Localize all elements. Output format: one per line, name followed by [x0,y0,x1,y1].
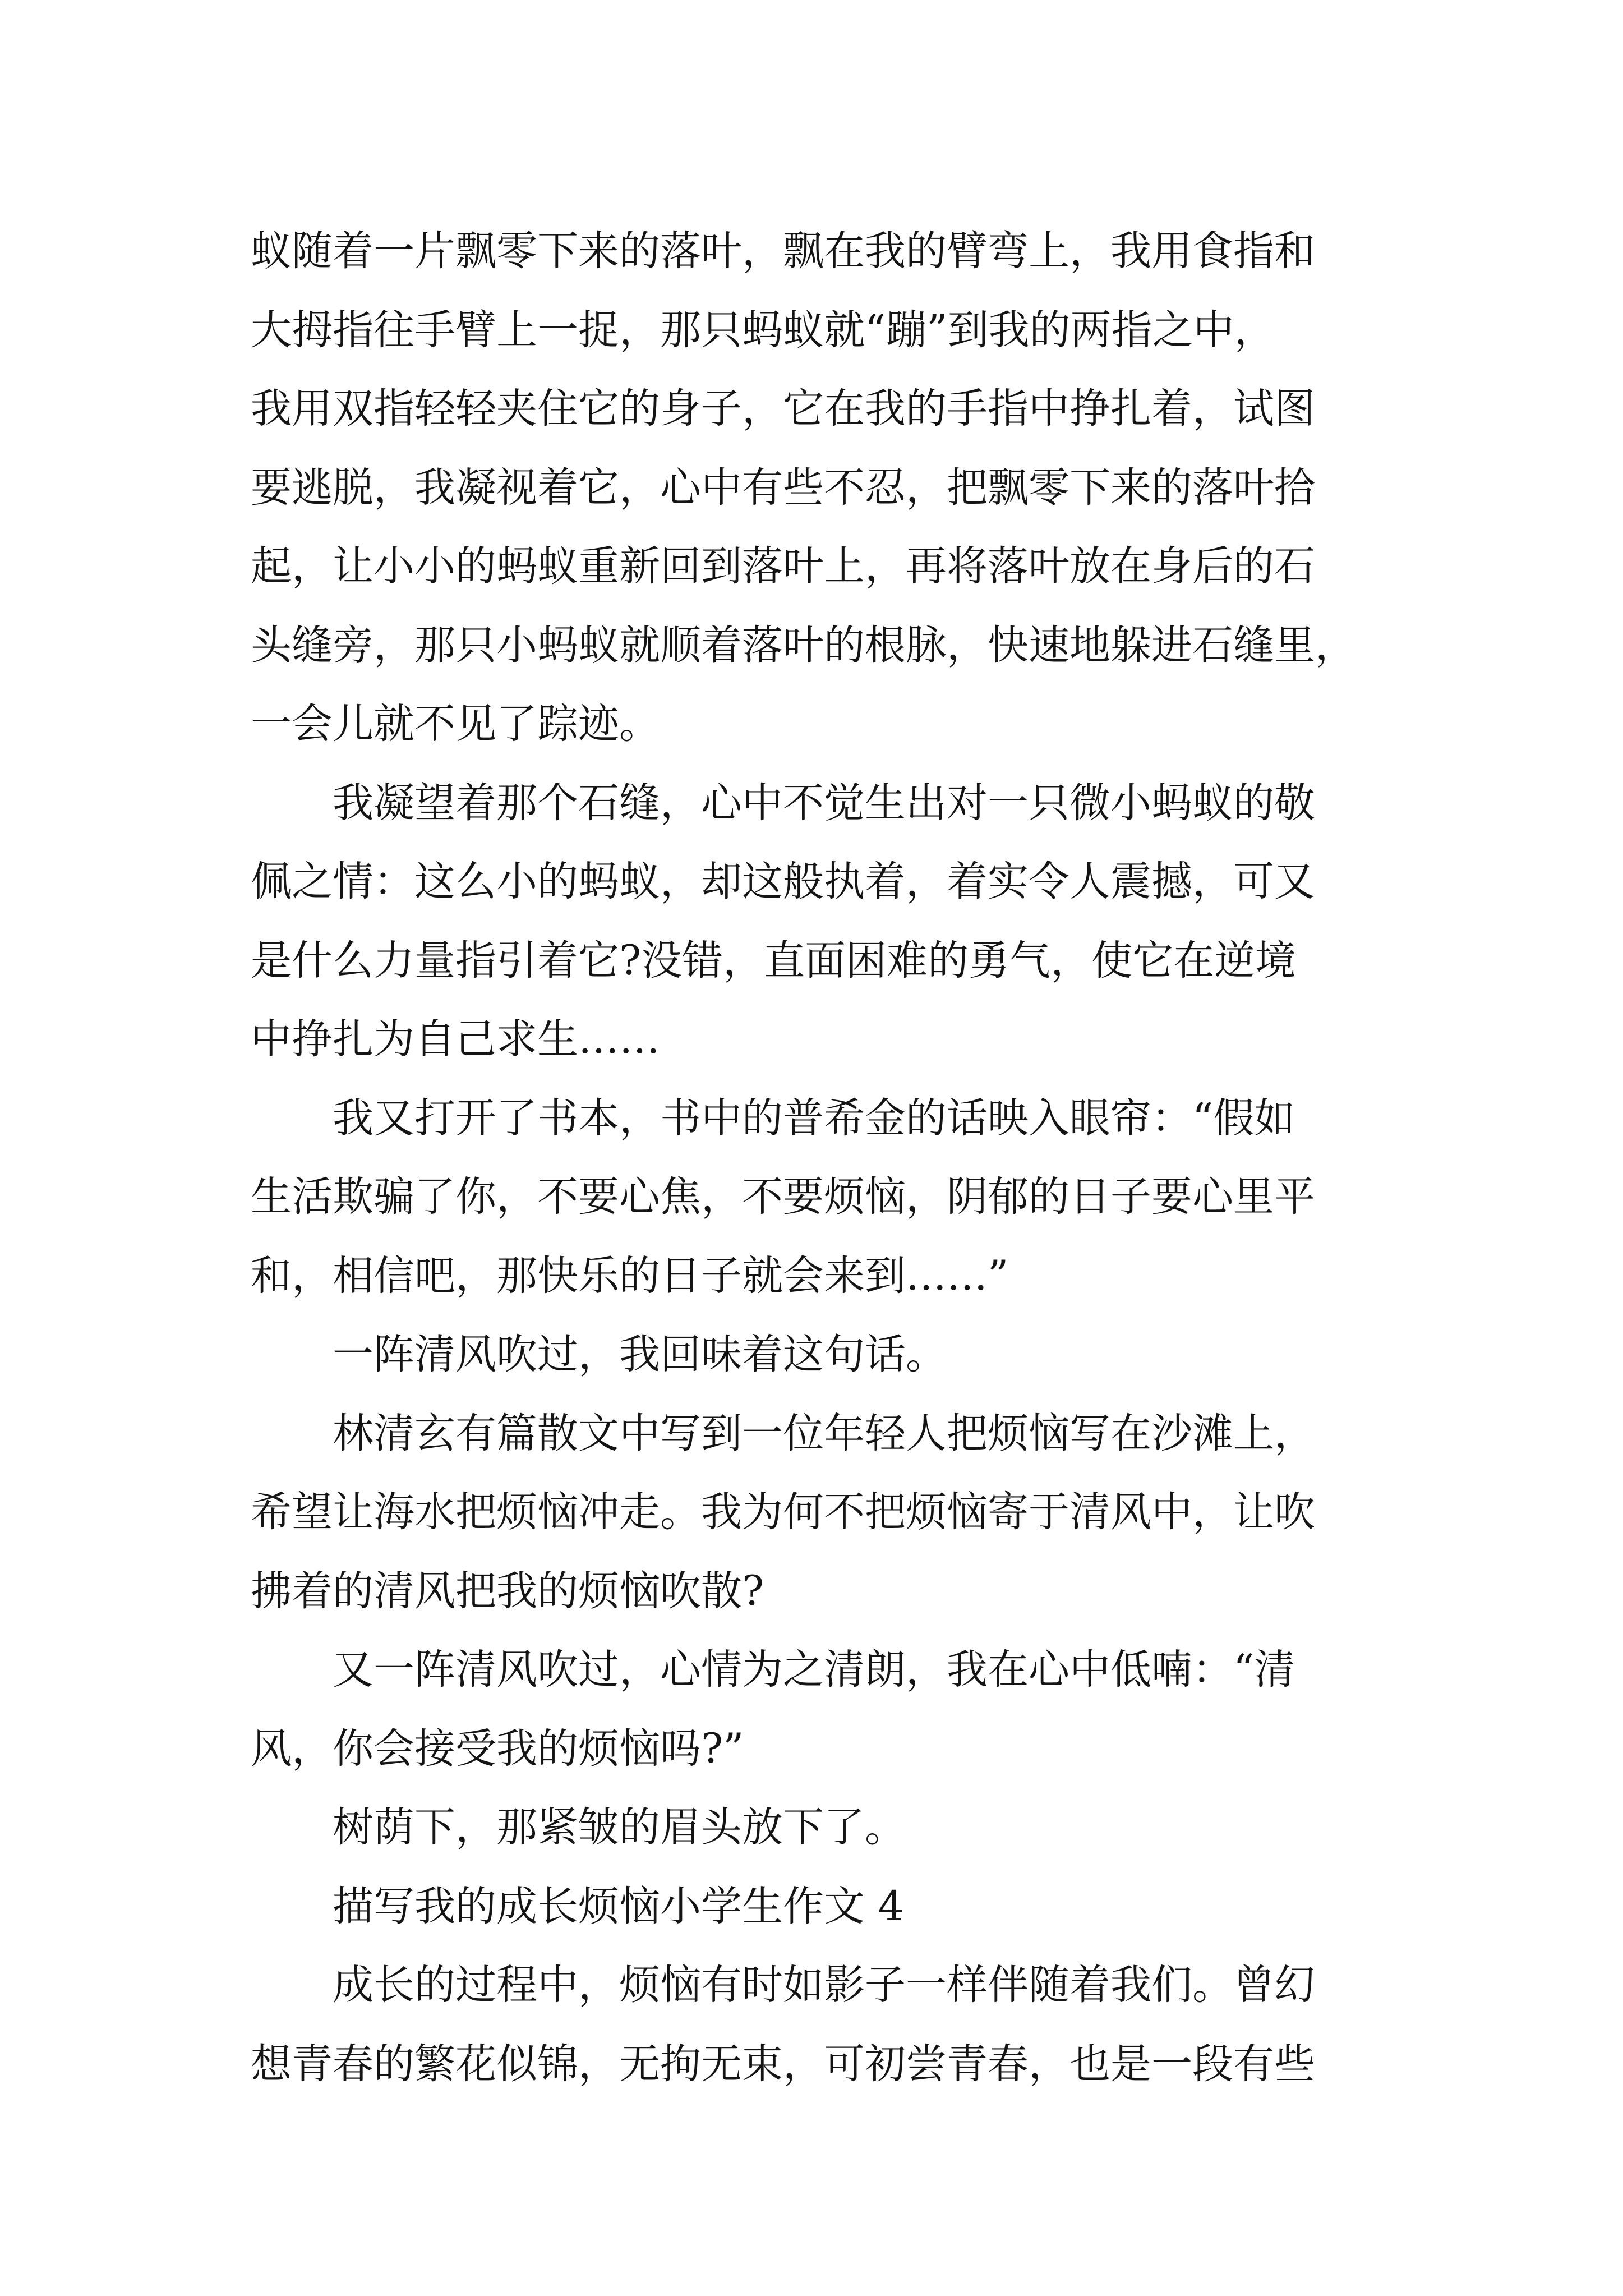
text-line: 是什么力量指引着它?没错，直面困难的勇气，使它在逆境 [251,936,1297,984]
text-line: 树荫下，那紧皱的眉头放下了。 [333,1803,906,1851]
text-line: 希望让海水把烦恼冲走。我为何不把烦恼寄于清风中，让吹 [251,1488,1315,1536]
text-line: 蚁随着一片飘零下来的落叶，飘在我的臂弯上，我用食指和 [251,227,1315,275]
text-line: 我用双指轻轻夹住它的身子，它在我的手指中挣扎着，试图 [251,385,1315,432]
text-line: 想青春的繁花似锦，无拘无束，可初尝青春，也是一段有些 [251,2040,1315,2088]
text-line: 佩之情：这么小的蚂蚁，却这般执着，着实令人震撼，可又 [251,858,1315,905]
text-line: 一阵清风吹过，我回味着这句话。 [333,1331,947,1378]
text-line: 头缝旁，那只小蚂蚁就顺着落叶的根脉，快速地躲进石缝里， [251,621,1356,669]
text-line: 风，你会接受我的烦恼吗?” [251,1724,744,1773]
text-line: 林清玄有篇散文中写到一位年轻人把烦恼写在沙滩上， [333,1409,1315,1457]
text-line: 又一阵清风吹过，心情为之清朗，我在心中低喃：“清 [333,1646,1295,1694]
text-line: 我又打开了书本，书中的普希金的话映入眼帘：“假如 [333,1094,1295,1142]
text-line: 要逃脱，我凝视着它，心中有些不忍，把飘零下来的落叶拾 [251,463,1315,512]
text-line: 一会儿就不见了踪迹。 [251,700,660,748]
text-line: 成长的过程中，烦恼有时如影子一样伴随着我们。曾幻 [333,1961,1315,2009]
text-line: 拂着的清风把我的烦恼吹散? [251,1567,764,1615]
body-text [251,212,1389,2104]
text-line: 描写我的成长烦恼小学生作文 4 [333,1882,904,1930]
text-line: 我凝望着那个石缝，心中不觉生出对一只微小蚂蚁的敬 [333,779,1315,827]
text-line: 和，相信吧，那快乐的日子就会来到……” [251,1251,1009,1300]
text-line: 起，让小小的蚂蚁重新回到落叶上，再将落叶放在身后的石 [251,542,1315,590]
text-line: 生活欺骗了你，不要心焦，不要烦恼，阴郁的日子要心里平 [251,1173,1315,1221]
text-line: 中挣扎为自己求生…… [251,1015,660,1063]
text-line: 大拇指往手臂上一捉，那只蚂蚁就“蹦”到我的两指之中， [251,306,1275,354]
